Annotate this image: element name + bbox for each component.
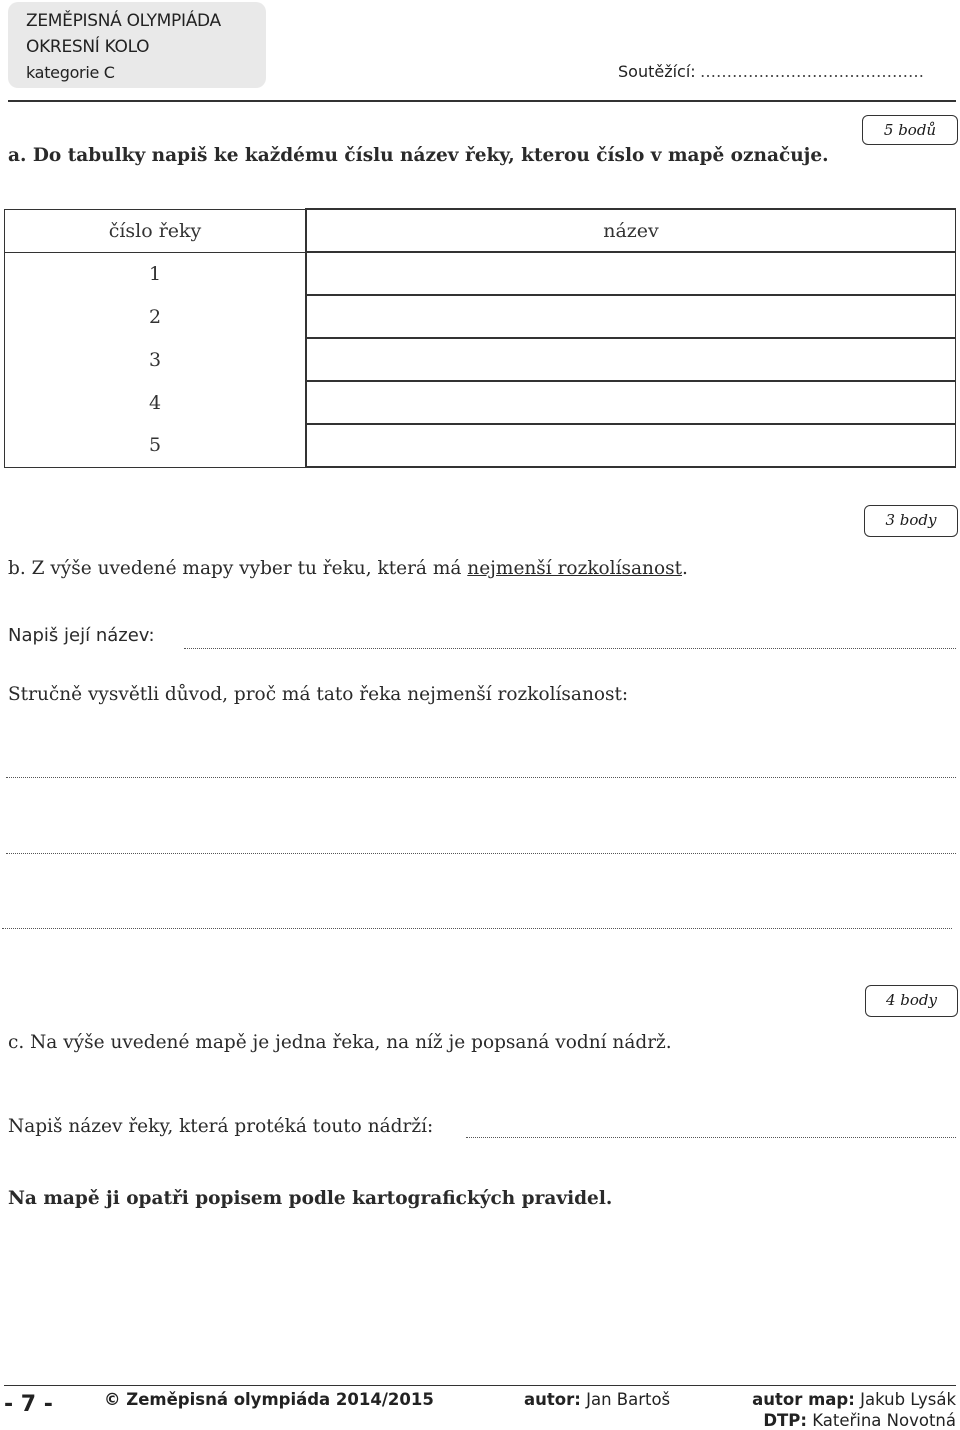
river-name-input[interactable] [306,252,956,295]
name-prompt: Napiš její název: [8,625,155,646]
explain-prompt: Stručně vysvětli důvod, proč má tato řeka nejmenší rozkolísanost: [8,684,629,705]
task-b-text: b. Z výše uvedené mapy vyber tu řeku, která má [8,558,468,579]
river-number: 2 [5,295,307,338]
author-name: Jan Bartoš [586,1390,671,1409]
footer-divider [4,1385,956,1386]
table-row [5,381,956,424]
category-label: kategorie C [26,63,115,82]
points-badge-b: 3 body [864,505,958,537]
river-number: 5 [5,424,307,467]
column-header-name: název [306,209,956,252]
map-label-instruction: Na mapě ji opatři popisem podle kartografických pravidel. [8,1188,613,1209]
task-b-instruction [8,558,688,579]
explain-answer-line-3[interactable] [2,928,952,929]
competition-title: ZEMĚPISNÁ OLYMPIÁDA [26,11,221,31]
points-badge-c: 4 body [865,985,958,1017]
dtp-name: Kateřina Novotná [812,1411,956,1430]
contestant-name-field[interactable]: …………………………………… [700,62,924,81]
explain-answer-line-2[interactable] [6,853,956,854]
round-title: OKRESNÍ KOLO [26,37,150,57]
explain-answer-line-1[interactable] [6,777,956,778]
river-name-input[interactable] [306,338,956,381]
points-badge-a: 5 bodů [862,115,958,145]
copyright: © Zeměpisná olympiáda 2014/2015 [104,1390,434,1409]
map-author-name: Jakub Lysák [860,1390,956,1409]
map-author-credit [752,1390,956,1409]
author-label: autor: [524,1390,581,1409]
river-number: 1 [5,252,307,295]
name-answer-line[interactable] [184,648,956,649]
river-prompt: Napiš název řeky, která protéká touto nádrží: [8,1116,434,1137]
river-name-input[interactable] [306,424,956,467]
river-number: 4 [5,381,307,424]
table-row [5,252,956,295]
river-number: 3 [5,338,307,381]
contestant-label: Soutěžící: [618,62,696,81]
river-name-input[interactable] [306,295,956,338]
table-row [5,295,956,338]
header-divider [8,100,956,102]
page-number: - 7 - [4,1392,53,1417]
table-row [5,424,956,467]
river-answer-line[interactable] [466,1137,956,1138]
river-name-input[interactable] [306,381,956,424]
task-a-instruction: a. Do tabulky napiš ke každému číslu název řeky, kterou číslo v mapě označuje. [8,145,829,166]
dtp-credit [763,1411,956,1430]
table-header-row [5,209,956,252]
dtp-label: DTP: [763,1411,807,1430]
rivers-table [4,208,956,468]
author-credit [524,1390,670,1409]
column-header-number: číslo řeky [5,209,307,252]
map-author-label: autor map: [752,1390,855,1409]
task-b-emphasis: nejmenší rozkolísanost [467,558,683,579]
table-row [5,338,956,381]
task-b-period: . [682,558,688,579]
task-c-instruction: c. Na výše uvedené mapě je jedna řeka, na níž je popsaná vodní nádrž. [8,1032,672,1053]
